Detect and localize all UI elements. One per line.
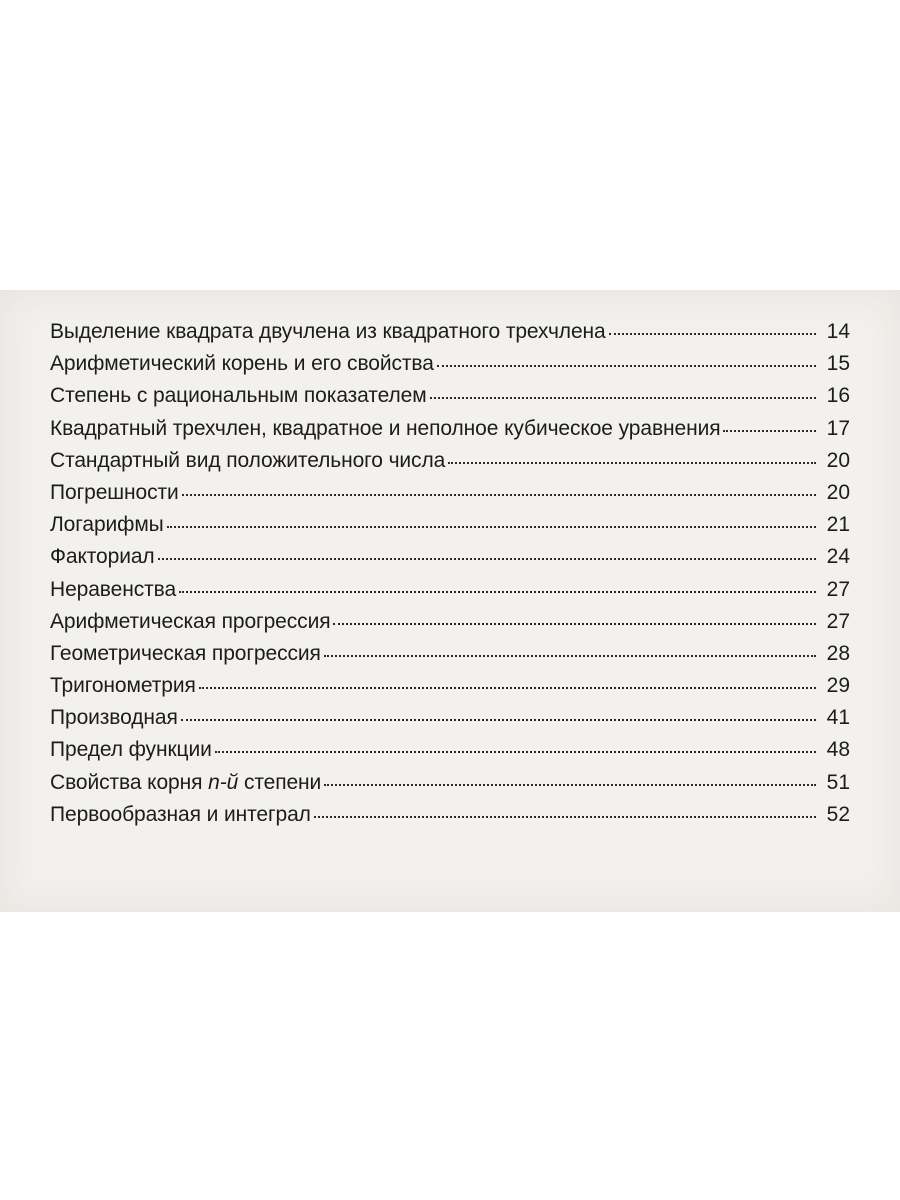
toc-entry-title-suffix: степени: [238, 770, 322, 794]
toc-entry-title: Геометрическая прогрессия: [50, 641, 321, 665]
toc-entry-title: Квадратный трехчлен, квадратное и неполное кубическое уравнения: [50, 416, 721, 440]
toc-entry-title: [50, 771, 321, 795]
toc-entry: [50, 449, 850, 481]
toc-entry: [50, 706, 850, 738]
toc-entry-title: Предел функции: [50, 738, 212, 762]
toc-entry-page: 20: [826, 480, 850, 504]
toc-entry-page: 52: [826, 802, 850, 826]
toc-entry-title: Стандартный вид положительного числа: [50, 448, 446, 472]
toc-entry-title-prefix: Свойства корня: [50, 770, 209, 794]
toc-dot-leader: [182, 494, 816, 496]
toc-entry: [50, 352, 850, 384]
toc-dot-leader: [167, 526, 816, 528]
toc-dot-leader: [158, 558, 816, 560]
toc-dot-leader: [314, 816, 816, 818]
toc-dot-leader: [179, 591, 816, 593]
toc-entry-title: Неравенства: [50, 577, 177, 601]
toc-entry: [50, 674, 850, 706]
toc-entry-title: Арифметическая прогрессия: [50, 609, 331, 633]
toc-entry-page: 51: [826, 770, 850, 794]
toc-entry: [50, 481, 850, 513]
toc-entry-title: Логарифмы: [50, 513, 164, 537]
toc-entry-page: 27: [826, 577, 850, 601]
toc-entry-title: Погрешности: [50, 480, 179, 504]
toc-dot-leader: [215, 751, 816, 753]
toc-entry: [50, 803, 850, 835]
toc-entry-page: 28: [826, 641, 850, 665]
toc-entry: [50, 320, 850, 352]
table-of-contents: [50, 320, 850, 835]
toc-entry: [50, 417, 850, 449]
toc-entry-title: Степень с рациональным показателем: [50, 384, 427, 408]
toc-entry: [50, 513, 850, 545]
toc-dot-leader: [430, 397, 816, 399]
toc-entry-page: 21: [826, 513, 850, 537]
toc-entry-page: 17: [826, 416, 850, 440]
toc-entry-page: 20: [826, 448, 850, 472]
toc-dot-leader: [333, 623, 816, 625]
toc-entry-page: 14: [826, 320, 850, 343]
toc-entry-page: 16: [826, 384, 850, 408]
toc-entry-page: 24: [826, 545, 850, 569]
toc-entry: [50, 545, 850, 577]
toc-entry: [50, 610, 850, 642]
toc-entry-title: Факториал: [50, 545, 155, 569]
toc-dot-leader: [609, 333, 816, 335]
toc-entry-page: 27: [826, 609, 850, 633]
toc-entry-page: 48: [826, 738, 850, 762]
toc-entry: [50, 384, 850, 416]
toc-entry: [50, 642, 850, 674]
toc-dot-leader: [199, 687, 816, 689]
toc-entry-title-italic: n-й: [208, 770, 239, 794]
toc-dot-leader: [181, 719, 816, 721]
toc-entry: [50, 578, 850, 610]
toc-entry-page: 15: [826, 352, 850, 376]
toc-entry-title: Производная: [50, 706, 178, 730]
toc-dot-leader: [324, 655, 816, 657]
toc-dot-leader: [723, 430, 816, 432]
toc-entry-title: Арифметический корень и его свойства: [50, 352, 434, 376]
toc-entry: [50, 771, 850, 803]
toc-entry-page: 41: [826, 706, 850, 730]
toc-dot-leader: [324, 784, 816, 786]
toc-entry-page: 29: [826, 674, 850, 698]
toc-dot-leader: [448, 462, 816, 464]
toc-entry-title: Выделение квадрата двучлена из квадратного трехчлена: [50, 320, 606, 343]
toc-dot-leader: [437, 365, 816, 367]
toc-entry-title: Тригонометрия: [50, 674, 196, 698]
toc-entry-title: Первообразная и интеграл: [50, 802, 311, 826]
toc-entry: [50, 738, 850, 770]
